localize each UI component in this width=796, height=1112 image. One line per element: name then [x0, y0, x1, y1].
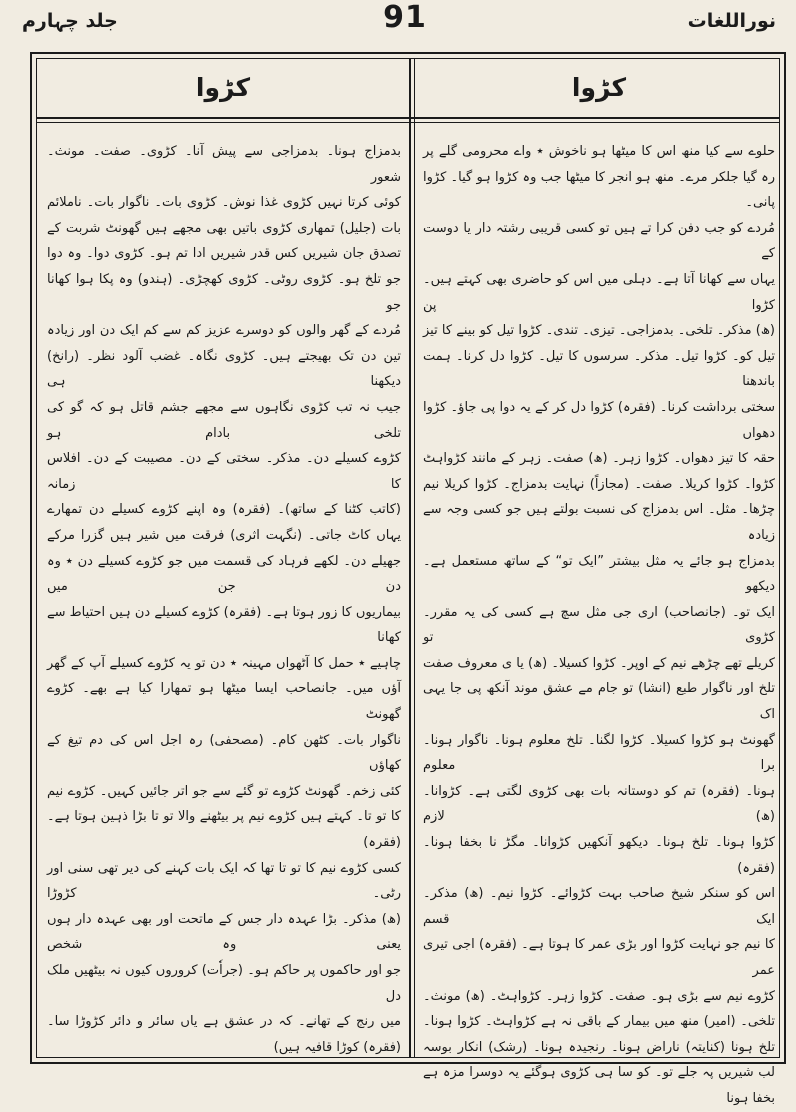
- left-column-line: جیب نہ تب کڑوی نگاہوں سے مجھے جشم قاتل ہو کہ گو کی تلخی بادام ہو: [47, 399, 401, 441]
- left-column-line: (ھ) مذکر۔ بڑا عہدہ دار جس کے ماتحت اور بھی عہدہ دار ہوں یعنی وہ شخص: [47, 911, 401, 953]
- column-divider-inner: [414, 59, 415, 1057]
- left-column-line: بیماریوں کا زور ہوتا ہے۔ (فقرہ) کڑوے کسیلے دن ہیں احتیاط سے کھانا: [47, 604, 401, 646]
- right-column-line: کڑوا ہونا۔ تلخ ہونا۔ دیکھو آنکھیں کڑوانا۔ مگڑ نا بخفا ہونا۔ (فقرہ): [423, 835, 775, 876]
- left-column-line: میں رنج کے تھانے۔ کہ در عشق ہے یاں سائر و دائر کڑوڑا سا۔: [47, 1014, 401, 1030]
- right-column-line: رہ گیا جلکر مرے۔ منھ ہو انجر کا میٹھا جب وہ کڑوا ہو گیا۔ کڑوا پانی۔: [423, 169, 775, 211]
- right-column-line: کڑوا۔ کڑوا کریلا۔ صفت۔ (مجازاً) نہایت بدمزاج۔ کڑوا کریلا نیم: [423, 476, 775, 492]
- inner-frame: [36, 58, 780, 1106]
- right-column-line: کریلے تھے چڑھے نیم کے اوپر۔ کڑوا کسیلا۔ (ھ) یا ی معروف صفت: [423, 655, 775, 671]
- right-column-line: حقہ کا تیز دھواں۔ کڑوا زہر۔ (ھ) صفت۔ زہر کے مانند کڑواہٹ: [423, 451, 775, 467]
- right-column-heading: کڑوا: [571, 73, 627, 102]
- right-column-line: تلخی۔ (امیر) منھ میں بیمار کے باقی نہ ہے کڑواہٹ۔ کڑوا ہونا۔: [423, 1014, 775, 1030]
- left-column-line: جھیلے دن۔ لکھے فرہاد کی قسمت میں جو کڑوے کسیلے دن ٭ وہ دن جن میں: [47, 553, 401, 595]
- left-column-line: آؤں میں۔ جانصاحب ایسا میٹھا ہو تمھارا کیا ہے بھے۔ کڑوے گھونٹ: [47, 681, 401, 723]
- left-column-line: (کاتب کٹنا کے ساتھ)۔ (فقرہ) وہ اپنے کڑوے کسیلے دن تمھارے: [47, 502, 401, 518]
- heading-rule-inner: [37, 122, 779, 123]
- right-column-line: ہونا۔ (فقرہ) تم کو دوستانہ بات بھی کڑوی لگتی ہے۔ کڑوانا۔ (ھ) لازم: [423, 783, 775, 825]
- left-column-line: مُردے کے گھر والوں کو دوسرے عزیز کم سے کم ایک دن اور زیادہ: [47, 323, 401, 339]
- left-column-line: کا تو تا۔ کہتے ہیں کڑوے نیم پر بیٹھنے والا تو تا بڑا ذہین ہوتا ہے۔ (فقرہ): [47, 809, 401, 851]
- left-column-line: کسی کڑوے نیم کا تو تا تھا کہ ایک بات کہنے کی دیر تھی سنی اور رٹی۔ کڑوڑا: [47, 860, 401, 902]
- book-title: نوراللغات: [687, 10, 776, 32]
- right-column-line: تیل کو۔ کڑوا تیل۔ مذکر۔ سرسوں کا تیل۔ کڑوا دل کرنا۔ ہمت باندھنا: [423, 348, 775, 390]
- right-column-line: ایک تو۔ (جانصاحب) اری جی مثل سچ ہے کسی کی یہ مقرر۔ کڑوی تو: [423, 604, 775, 646]
- right-column-line: تلخ ہونا (کنایتہ) ناراض ہونا۔ رنجیدہ ہونا۔ (رشک) انکار بوسہ: [423, 1039, 775, 1055]
- right-column-line: سختی برداشت کرنا۔ (فقرہ) کڑوا دل کر کے یہ دوا پی جاؤ۔ کڑوا دھواں: [423, 399, 775, 441]
- left-column-line: ناگوار بات۔ کٹھن کام۔ (مصحفی) رہ اجل اس کی دم تیغ کے کھاؤں: [47, 732, 401, 774]
- right-column-line: مُردے کو جب دفن کرا تے ہیں تو کسی قریبی رشتہ دار یا دوست کے: [423, 220, 775, 262]
- right-column-line: چڑھا۔ مثل۔ اس بدمزاج کی نسبت بولتے ہیں جو کسی وجہ سے زیادہ: [423, 502, 775, 543]
- right-column-line: اس کو سنکر شیخ صاحب بہت کڑوائے۔ کڑوا نیم۔ (ھ) مذکر۔ ایک قسم: [423, 886, 775, 927]
- left-column-line: کوئی کرتا نہیں کڑوی غذا نوش۔ کڑوی بات۔ ناگوار بات۔ ناملائم: [47, 195, 401, 211]
- right-column-line: کا نیم جو نہایت کڑوا اور بڑی عمر کا ہوتا ہے۔ (فقرہ) اجی تیری عمر: [423, 937, 775, 978]
- left-column-line: چاہیے ٭ حمل کا آٹھواں مہینہ ٭ دن تو یہ کڑوے کسیلے آپ کے گھر: [47, 655, 401, 671]
- right-column-line: لب شیریں پہ جلے تو۔ کو سا ہی کڑوی ہوگئے یہ دوسرا مزہ ہے بخفا ہونا: [423, 1065, 775, 1106]
- left-column-line: کئی زخم۔ گھونٹ کڑوے تو گئے سے جو اتر جائیں کہیں۔ کڑوے نیم: [47, 783, 401, 799]
- column-divider: [409, 59, 411, 1057]
- left-column-line: جو اور حاکموں پر حاکم ہو۔ (جراٗت) کروروں کیوں نہ بیٹھیں ملک دل: [47, 963, 401, 1004]
- volume-label: جلد چہارم: [22, 10, 118, 32]
- right-column-line: حلوے سے کیا منھ اس کا میٹھا ہو ناخوش ٭ واے محرومی گلے پر: [423, 144, 775, 159]
- running-head: [0, 0, 796, 46]
- right-column-line: بدمزاج ہو جائے یہ مثل بیشتر ”ایک تو“ کے ساتھ مستعمل ہے۔ دیکھو: [423, 553, 775, 595]
- right-column-line: (ھ) مذکر۔ تلخی۔ بدمزاجی۔ تیزی۔ تندی۔ کڑوا تیل کو بینے کا تیز: [423, 323, 775, 339]
- left-column-line: یہاں کاٹ جاتی۔ (نگہت اثری) فرقت میں شیر ہیں گزرا مرکے: [47, 527, 401, 543]
- right-column-line: یہاں سے کھانا آتا ہے۔ دہلی میں اس کو حاضری بھی کہتے ہیں۔ کڑوا پن: [423, 271, 775, 313]
- page-number: 91: [383, 0, 427, 35]
- left-column-line: بات (جلیل) تمھاری کڑوی باتیں بھی مجھے ہیں گھونٹ شربت کے: [47, 220, 401, 236]
- left-column-text: [47, 139, 401, 1055]
- page-frame: [30, 52, 786, 1106]
- left-column-line: (فقرہ) کوڑا قافیہ ہیں): [273, 1039, 401, 1055]
- right-column-text: [423, 139, 775, 1106]
- heading-rule: [37, 117, 779, 119]
- left-column-line: تصدق جان شیریں کس قدر شیریں ادا تم ہو۔ کڑوی دوا۔ وہ دوا: [47, 246, 401, 262]
- right-column-line: گھونٹ ہو کڑوا کسیلا۔ کڑوا لگنا۔ تلخ معلوم ہونا۔ ناگوار ہونا۔ برا معلوم: [423, 732, 775, 774]
- right-column-line: تلخ اور ناگوار طبع (انشا) تو جام مے عشق موند آنکھ پی جا یہی اک: [423, 681, 775, 723]
- right-column-line: کڑوے نیم سے بڑی ہو۔ صفت۔ کڑوا زہر۔ کڑواہٹ۔ (ھ) مونث۔: [423, 988, 775, 1004]
- left-column-line: بدمزاج ہونا۔ بدمزاجی سے پیش آنا۔ کڑوی۔ صفت۔ مونث۔ شعور: [47, 144, 401, 185]
- left-column-heading: کڑوا: [195, 73, 251, 102]
- left-column-line: جو تلخ ہو۔ کڑوی روٹی۔ کڑوی کھچڑی۔ (ہندو) وہ پکا ہوا کھانا جو: [47, 271, 401, 313]
- left-column-line: تین دن تک بھیجتے ہیں۔ کڑوی نگاہ۔ غضب آلود نظر۔ (رانخ) دیکھنا ہی: [47, 348, 401, 390]
- left-column-line: کڑوے کسیلے دن۔ مذکر۔ سختی کے دن۔ مصیبت کے دن۔ افلاس کا زمانہ: [47, 451, 401, 492]
